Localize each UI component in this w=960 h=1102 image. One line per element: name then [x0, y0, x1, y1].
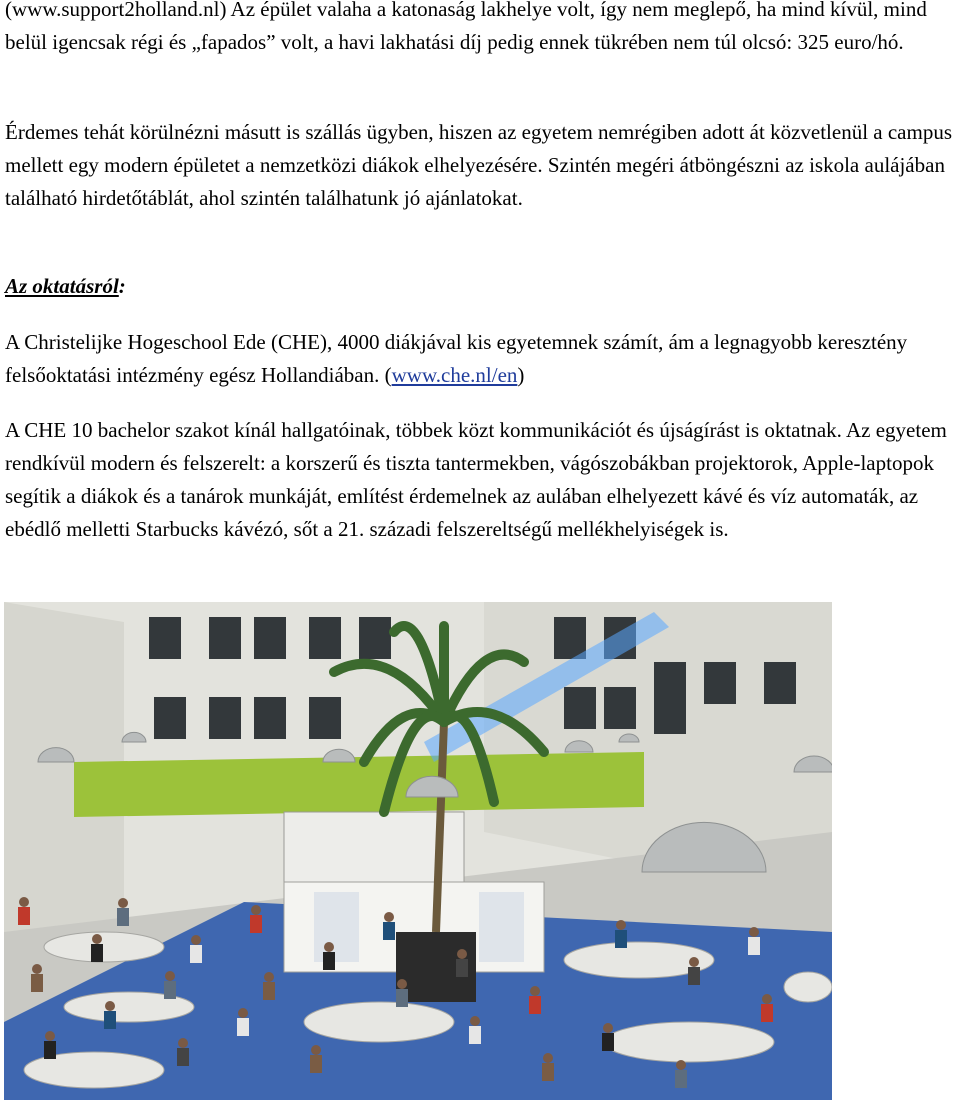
lime-band: [74, 752, 644, 817]
window: [604, 687, 636, 729]
desk: [784, 972, 832, 1002]
student-head: [251, 905, 261, 915]
student-body: [615, 930, 627, 948]
student-head: [762, 994, 772, 1004]
student-body: [456, 959, 468, 977]
student-body: [177, 1048, 189, 1066]
che-website-link[interactable]: www.che.nl/en: [391, 363, 518, 387]
desk: [304, 1002, 454, 1042]
student-body: [310, 1055, 322, 1073]
student-head: [616, 920, 626, 930]
desk: [604, 1022, 774, 1062]
window: [704, 662, 736, 704]
student-head: [118, 898, 128, 908]
window: [359, 617, 391, 659]
window: [654, 692, 686, 734]
student-body: [529, 996, 541, 1014]
student-body: [237, 1018, 249, 1036]
paragraph-che-intro-close: ): [517, 363, 525, 387]
desk: [44, 932, 164, 962]
student-body: [602, 1033, 614, 1051]
window: [209, 617, 241, 659]
student-head: [311, 1045, 321, 1055]
student-head: [191, 935, 201, 945]
student-head: [324, 942, 334, 952]
student-head: [457, 949, 467, 959]
window: [254, 617, 286, 659]
student-body: [44, 1041, 56, 1059]
student-body: [190, 945, 202, 963]
student-head: [264, 972, 274, 982]
student-head: [165, 971, 175, 981]
paragraph-che-intro: [5, 326, 957, 392]
student-head: [32, 964, 42, 974]
student-body: [117, 908, 129, 926]
student-head: [45, 1031, 55, 1041]
student-body: [263, 982, 275, 1000]
window: [764, 662, 796, 704]
student-head: [92, 934, 102, 944]
student-head: [470, 1016, 480, 1026]
student-body: [164, 981, 176, 999]
student-body: [748, 937, 760, 955]
student-head: [397, 979, 407, 989]
paragraph-housing-cost: (www.support2holland.nl) Az épület valaha a katonaság lakhelye volt, így nem meglepő, ha mind kívül, mind belül igencsak régi és „fapados” volt, a havi lakhatási díj pedig ennek tükrében nem túl olcsó: 325 euro/hó.: [5, 0, 927, 54]
paragraph-che-intro-text: A Christelijke Hogeschool Ede (CHE), 4000 diákjával kis egyetemnek számít, ám a legnagyobb keresztény felsőoktatási intézmény egész Hollandiában. (: [5, 330, 908, 387]
paragraph-housing-tips: Érdemes tehát körülnézni másutt is szállás ügyben, hiszen az egyetem nemrégiben adott át közvetlenül a campus mellett egy modern épületet a nemzetközi diákok elhelyezésére. Szintén megéri átböngészni az iskola aulájában található hirdetőtáblát, ahol szintén találhatunk jó ajánlatokat.: [5, 120, 953, 210]
heading-text: Az oktatásról: [5, 274, 119, 298]
student-body: [688, 967, 700, 985]
window: [254, 697, 286, 739]
heading-colon: :: [118, 274, 126, 298]
student-body: [250, 915, 262, 933]
student-body: [383, 922, 395, 940]
window: [309, 697, 341, 739]
student-head: [749, 927, 759, 937]
campus-atrium-photo: [4, 602, 832, 1100]
student-body: [396, 989, 408, 1007]
window: [154, 697, 186, 739]
student-head: [178, 1038, 188, 1048]
student-body: [31, 974, 43, 992]
student-head: [603, 1023, 613, 1033]
student-head: [530, 986, 540, 996]
student-body: [675, 1070, 687, 1088]
student-body: [18, 907, 30, 925]
student-head: [238, 1008, 248, 1018]
poster-left: [314, 892, 359, 962]
window: [554, 617, 586, 659]
student-head: [543, 1053, 553, 1063]
student-body: [104, 1011, 116, 1029]
student-head: [19, 897, 29, 907]
student-head: [676, 1060, 686, 1070]
window: [309, 617, 341, 659]
window: [149, 617, 181, 659]
student-head: [689, 957, 699, 967]
student-body: [542, 1063, 554, 1081]
paragraph-che-programs: A CHE 10 bachelor szakot kínál hallgatóinak, többek közt kommunikációt és újságírást is oktatnak. Az egyetem rendkívül modern és felszerelt: a korszerű és tiszta tantermekben, vágószobákban projektorok, Apple-laptopok segítik a diákok és a tanárok munkáját, említést érdemelnek az aulában elhelyezett kávé és víz automaták, az ebédlő melletti Starbucks kávézó, sőt a 21. századi felszereltségű mellékhelyiségek is.: [5, 418, 947, 541]
window: [564, 687, 596, 729]
student-head: [105, 1001, 115, 1011]
student-body: [91, 944, 103, 962]
section-heading-education: [5, 270, 957, 303]
window: [209, 697, 241, 739]
student-body: [761, 1004, 773, 1022]
poster-right: [479, 892, 524, 962]
student-head: [384, 912, 394, 922]
student-body: [469, 1026, 481, 1044]
student-body: [323, 952, 335, 970]
